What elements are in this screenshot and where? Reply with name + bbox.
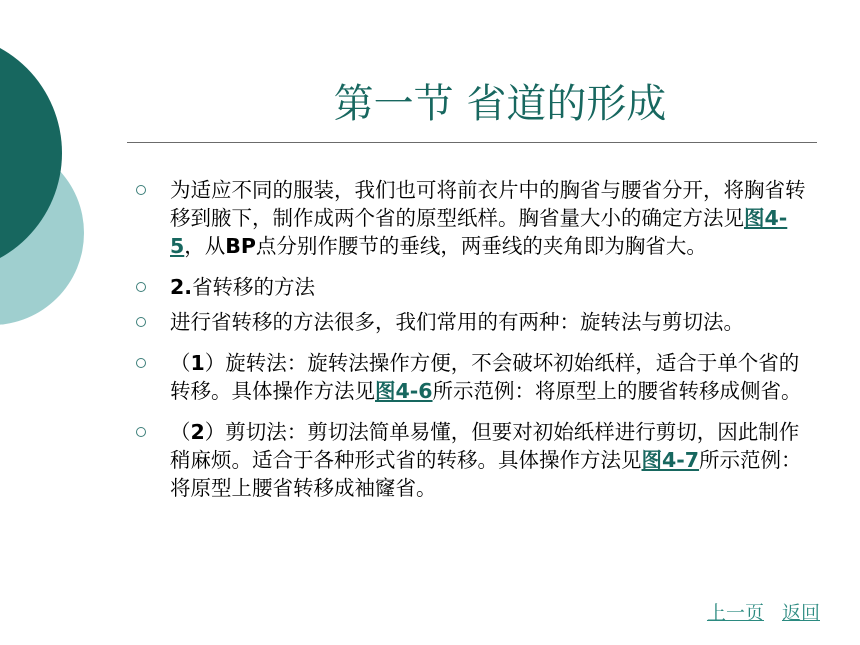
bullet-list [136, 176, 816, 509]
bullet-circle-icon [136, 427, 146, 437]
figure-link-4-6[interactable]: 图4-6 [375, 379, 433, 403]
list-item: （2）剪切法：剪切法简单易懂，但要对初始纸样进行剪切，因此制作稍麻烦。适合于各种形式省的转移。具体操作方法见图4-7所示范例：将原型上腰省转移成袖窿省。 [136, 418, 816, 502]
slide-navigation [689, 598, 820, 625]
figure-link-4-7[interactable]: 图4-7 [641, 448, 700, 472]
bullet-circle-icon [136, 358, 146, 368]
title-divider [127, 142, 817, 143]
bullet-circle-icon [136, 317, 146, 327]
back-link[interactable]: 返回 [781, 602, 820, 624]
bullet-circle-icon [136, 282, 146, 292]
bullet-circle-icon [136, 185, 146, 195]
slide-title: 第一节 省道的形成 [333, 81, 667, 127]
list-item: 进行省转移的方法很多，我们常用的有两种：旋转法与剪切法。 [136, 308, 816, 336]
list-item: 为适应不同的服装，我们也可将前衣片中的胸省与腰省分开，将胸省转移到腋下，制作成两个省的原型纸样。胸省量大小的确定方法见图4-5，从BP点分别作腰节的垂线，两垂线的夹角即为胸省大。 [136, 176, 816, 260]
list-item: 2.省转移的方法 [136, 273, 816, 301]
prev-page-link[interactable]: 上一页 [706, 602, 764, 624]
figure-link-4-5[interactable]: 图4-5 [170, 206, 788, 258]
list-item: （1）旋转法：旋转法操作方便，不会破坏初始纸样，适合于单个省的转移。具体操作方法见图4-6所示范例：将原型上的腰省转移成侧省。 [136, 349, 816, 405]
decorative-circles [0, 0, 110, 360]
